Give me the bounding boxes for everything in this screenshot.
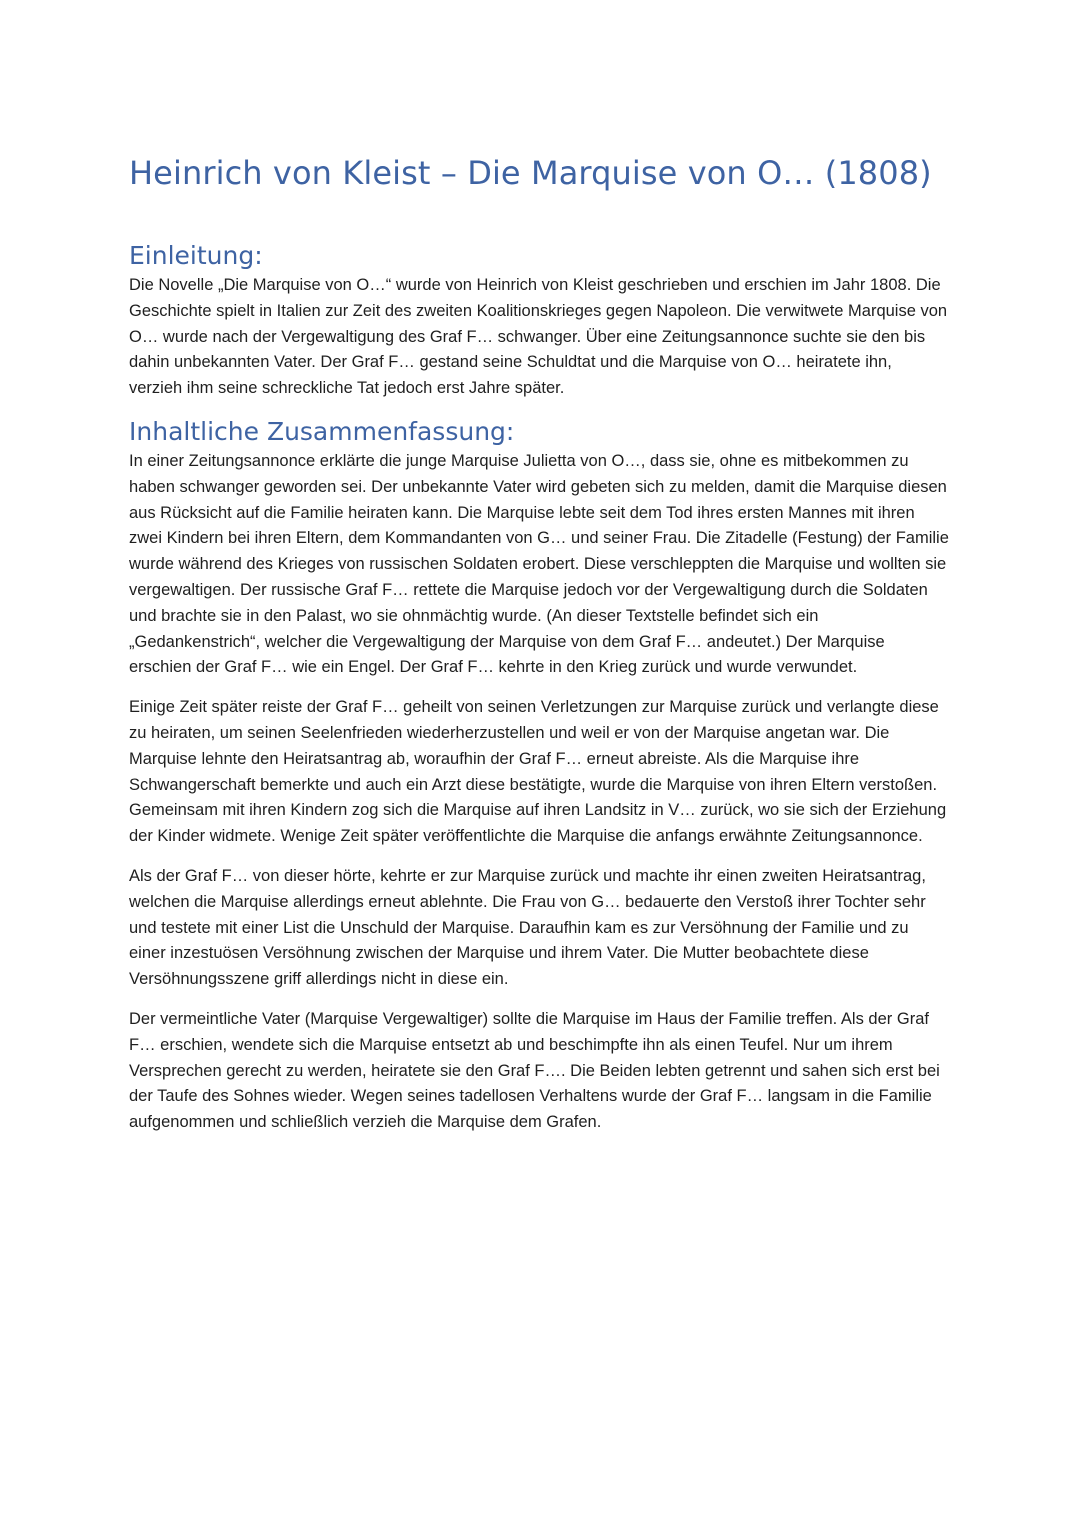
paragraph-summary-2: Einige Zeit später reiste der Graf F… geheilt von seinen Verletzungen zur Marquise zurück und verlangte diese zu heiraten, um seinen Seelenfrieden wiederherzustellen und weil er von der Marquise angetan war. Die Marquise lehnte den Heiratsantrag ab, woraufhin der Graf F… erneut abreiste. Als die Marquise ihre Schwangerschaft bemerkte und auch ein Arzt diese bestätigte, wurde die Marquise von ihren Eltern verstoßen. Gemeinsam mit ihren Kindern zog sich die Marquise auf ihren Landsitz in V… zurück, wo sie sich der Erziehung der Kinder widmete. Wenige Zeit später veröffentlichte die Marquise die anfangs erwähnte Zeitungsannonce.: [129, 698, 947, 846]
section-einleitung: [129, 239, 949, 402]
paragraph-summary-4: Der vermeintliche Vater (Marquise Vergewaltiger) sollte die Marquise im Haus der Familie treffen. Als der Graf F… erschien, wendete sich die Marquise entsetzt ab und beschimpfte ihn als einen Teufel. Nur um ihrem Versprechen gerecht zu werden, heiratete sie den Graf F…. Die Beiden lebten getrennt und sahen sich erst bei der Taufe des Sohnes wieder. Wegen seines tadellosen Verhaltens wurde der Graf F… langsam in die Familie aufgenommen und schließlich verzieh die Marquise dem Grafen.: [129, 1009, 940, 1132]
document-page: [129, 150, 949, 1136]
document-title: Heinrich von Kleist – Die Marquise von O… (1808): [129, 154, 932, 192]
paragraph-einleitung: Die Novelle „Die Marquise von O…“ wurde von Heinrich von Kleist geschrieben und erschien im Jahr 1808. Die Geschichte spielt in Italien zur Zeit des zweiten Koalitionskrieges gegen Napoleon. Die verwitwete Marquise von O… wurde nach der Vergewaltigung des Graf F… schwanger. Über eine Zeitungsannonce suchte sie den bis dahin unbekannten Vater. Der Graf F… gestand seine Schuldtat und die Marquise von O… heiratete ihn, verzieh ihm seine schreckliche Tat jedoch erst Jahre später.: [129, 276, 948, 398]
section-heading-einleitung: Einleitung:: [129, 241, 263, 270]
section-heading-inhaltliche-zusammenfassung: Inhaltliche Zusammenfassung:: [129, 416, 515, 446]
paragraph-summary-1: In einer Zeitungsannonce erklärte die junge Marquise Julietta von O…, dass sie, ohne es mitbekommen zu haben schwanger geworden sei. Der unbekannte Vater wird gebeten sich zu melden, damit die Marquise diesen aus Rücksicht auf die Familie heiraten kann. Die Marquise lebte seit dem Tod ihres ersten Mannes mit ihren zwei Kindern bei ihren Eltern, dem Kommandanten von G… und seiner Frau. Die Zitadelle (Festung) der Familie wurde während des Krieges von russischen Soldaten erobert. Diese verschleppten die Marquise und wollten sie vergewaltigen. Der russische Graf F… rettete die Marquise jedoch vor der Vergewaltigung durch die Soldaten und brachte sie in den Palast, wo sie ohnmächtig wurde. (An dieser Textstelle befindet sich ein „Gedankenstrich“, welcher die Vergewaltigung der Marquise von dem Graf F… andeutet.) Der Marquise erschien der Graf F… wie ein Engel. Der Graf F… kehrte in den Krieg zurück und wurde verwundet.: [129, 451, 949, 677]
section-inhaltliche-zusammenfassung: [129, 415, 949, 1136]
paragraph-summary-3: Als der Graf F… von dieser hörte, kehrte er zur Marquise zurück und machte ihr einen zweiten Heiratsantrag, welchen die Marquise allerdings erneut ablehnte. Die Frau von G… bedauerte den Verstoß ihrer Tochter sehr und testete mit einer List die Unschuld der Marquise. Daraufhin kam es zur Versöhnung der Familie und zu einer inzestuösen Versöhnung zwischen der Marquise und ihrem Vater. Die Mutter beobachtete diese Versöhnungsszene griff allerdings nicht in diese ein.: [129, 866, 926, 989]
